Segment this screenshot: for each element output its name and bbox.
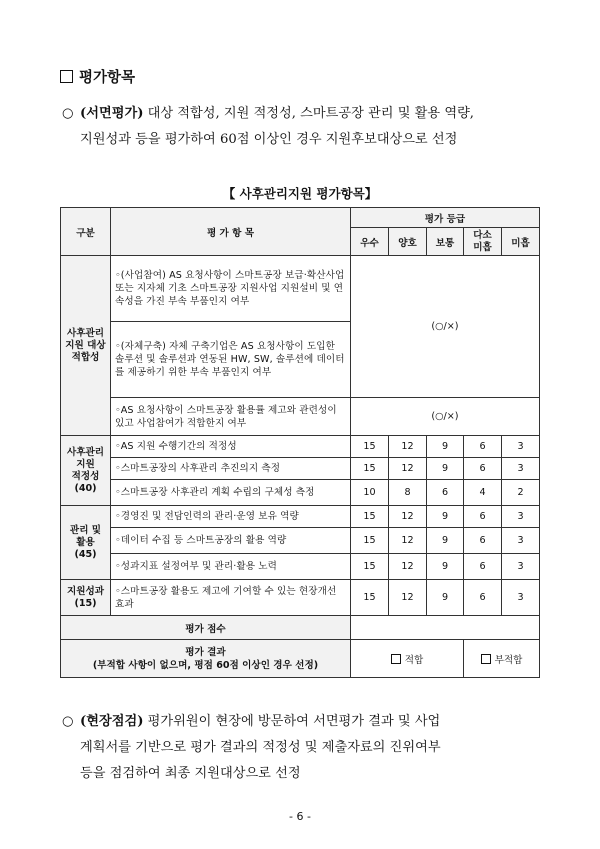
score-cell: 6 — [464, 458, 502, 480]
score-cell: 10 — [351, 480, 389, 506]
paragraph-label: (현장점검) — [80, 714, 144, 729]
score-cell: 15 — [351, 436, 389, 458]
score-cell: 6 — [464, 528, 502, 554]
ox-cell: (○/×) — [351, 398, 540, 436]
score-cell: 3 — [502, 554, 540, 580]
score-cell: 12 — [389, 554, 427, 580]
table-row-item: ◦AS 요청사항이 스마트공장 활용률 제고와 관련성이 있고 사업참여가 적합한지 여부 — [111, 398, 351, 436]
grade-good: 양호 — [389, 228, 427, 256]
table-row-item: ◦경영진 및 전담인력의 관리·운영 보유 역량 — [111, 506, 351, 528]
score-cell: 15 — [351, 580, 389, 616]
grade-poor: 미흡 — [502, 228, 540, 256]
score-cell: 12 — [389, 506, 427, 528]
score-cell: 12 — [389, 528, 427, 554]
checkbox-icon — [391, 654, 401, 664]
table-row-item: ◦(자체구축) 자체 구축기업은 AS 요청사항이 도입한 솔루션 및 솔루션과 연동된 HW, SW, 솔루션에 데이터를 제공하기 위한 부속 부품인지 여부 — [111, 322, 351, 398]
paragraph-line: 대상 적합성, 지원 적정성, 스마트공장 관리 및 활용 역량, — [143, 106, 474, 121]
score-cell: 9 — [427, 436, 464, 458]
paragraph-line: 등을 점검하여 최종 지원대상으로 선정 — [80, 766, 301, 781]
result-note: (부적합 사항이 없으며, 평점 60점 이상인 경우 선정) — [92, 659, 319, 671]
score-cell: 9 — [427, 554, 464, 580]
circle-bullet-icon: ○ — [62, 714, 74, 729]
header-items: 평 가 항 목 — [111, 208, 351, 256]
result-pass-cell — [351, 640, 464, 678]
result-label-cell — [61, 640, 351, 678]
page-number: - 6 - — [289, 810, 311, 823]
category-outcomes: 지원성과 (15) — [61, 580, 111, 616]
score-cell: 9 — [427, 528, 464, 554]
result-pass-label: 적합 — [404, 654, 424, 666]
grade-average: 보통 — [427, 228, 464, 256]
score-cell: 6 — [464, 436, 502, 458]
paragraph-site-inspection — [62, 709, 562, 787]
ox-cell: (○/×) — [351, 256, 540, 398]
score-cell: 3 — [502, 580, 540, 616]
header-grade: 평가 등급 — [351, 208, 540, 228]
score-cell: 6 — [427, 480, 464, 506]
table-row-item: ◦스마트공장 활용도 제고에 기여할 수 있는 현장개선 효과 — [111, 580, 351, 616]
score-cell: 8 — [389, 480, 427, 506]
table-row-item: ◦스마트공장의 사후관리 추진의지 측정 — [111, 458, 351, 480]
score-cell: 15 — [351, 458, 389, 480]
table-row-item: ◦AS 지원 수행기간의 적정성 — [111, 436, 351, 458]
grade-excellent: 우수 — [351, 228, 389, 256]
score-cell: 12 — [389, 458, 427, 480]
category-management: 관리 및 활용 (45) — [61, 506, 111, 580]
paragraph-line: 지원성과 등을 평가하여 60점 이상인 경우 지원후보대상으로 선정 — [80, 132, 458, 147]
score-cell: 12 — [389, 580, 427, 616]
evaluation-table — [60, 207, 540, 678]
result-fail-cell — [464, 640, 540, 678]
table-title: 【 사후관리지원 평가항목】 — [222, 186, 378, 201]
score-cell: 3 — [502, 436, 540, 458]
table-row-item: ◦(사업참여) AS 요청사항이 스마트공장 보급·확산사업 또는 지자체 기초 스마트공장 지원사업 지원설비 및 연속성을 가진 부속 부품인지 여부 — [111, 256, 351, 322]
score-cell: 9 — [427, 458, 464, 480]
result-fail-label: 부적합 — [494, 654, 523, 666]
paragraph-label: (서면평가) — [80, 106, 144, 121]
category-eligibility: 사후관리 지원 대상 적합성 — [61, 256, 111, 436]
total-score-value — [351, 616, 540, 640]
score-cell: 2 — [502, 480, 540, 506]
score-cell: 15 — [351, 528, 389, 554]
grade-slightly-poor: 다소 미흡 — [464, 228, 502, 256]
paragraph-line: 계획서를 기반으로 평가 결과의 적정성 및 제출자료의 진위여부 — [80, 740, 441, 755]
score-cell: 3 — [502, 458, 540, 480]
score-cell: 15 — [351, 554, 389, 580]
paragraph-written-evaluation — [62, 101, 562, 153]
square-bullet-icon — [60, 70, 73, 83]
table-row-item: ◦스마트공장 사후관리 계획 수립의 구체성 측정 — [111, 480, 351, 506]
section-heading — [60, 66, 135, 87]
score-cell: 6 — [464, 580, 502, 616]
section-title: 평가항목 — [79, 70, 136, 86]
paragraph-line: 평가위원이 현장에 방문하여 서면평가 결과 및 사업 — [143, 714, 441, 729]
score-cell: 15 — [351, 506, 389, 528]
score-cell: 6 — [464, 506, 502, 528]
score-cell: 3 — [502, 528, 540, 554]
table-row-item: ◦성과지표 설정여부 및 관리·활용 노력 — [111, 554, 351, 580]
score-cell: 12 — [389, 436, 427, 458]
score-cell: 6 — [464, 554, 502, 580]
circle-bullet-icon: ○ — [62, 106, 74, 121]
result-label: 평가 결과 — [185, 646, 226, 658]
score-cell: 3 — [502, 506, 540, 528]
score-cell: 4 — [464, 480, 502, 506]
category-adequacy: 사후관리 지원 적정성 (40) — [61, 436, 111, 506]
total-score-label: 평가 점수 — [61, 616, 351, 640]
score-cell: 9 — [427, 506, 464, 528]
table-row-item: ◦데이터 수집 등 스마트공장의 활용 역량 — [111, 528, 351, 554]
header-category: 구분 — [61, 208, 111, 256]
score-cell: 9 — [427, 580, 464, 616]
checkbox-icon — [481, 654, 491, 664]
